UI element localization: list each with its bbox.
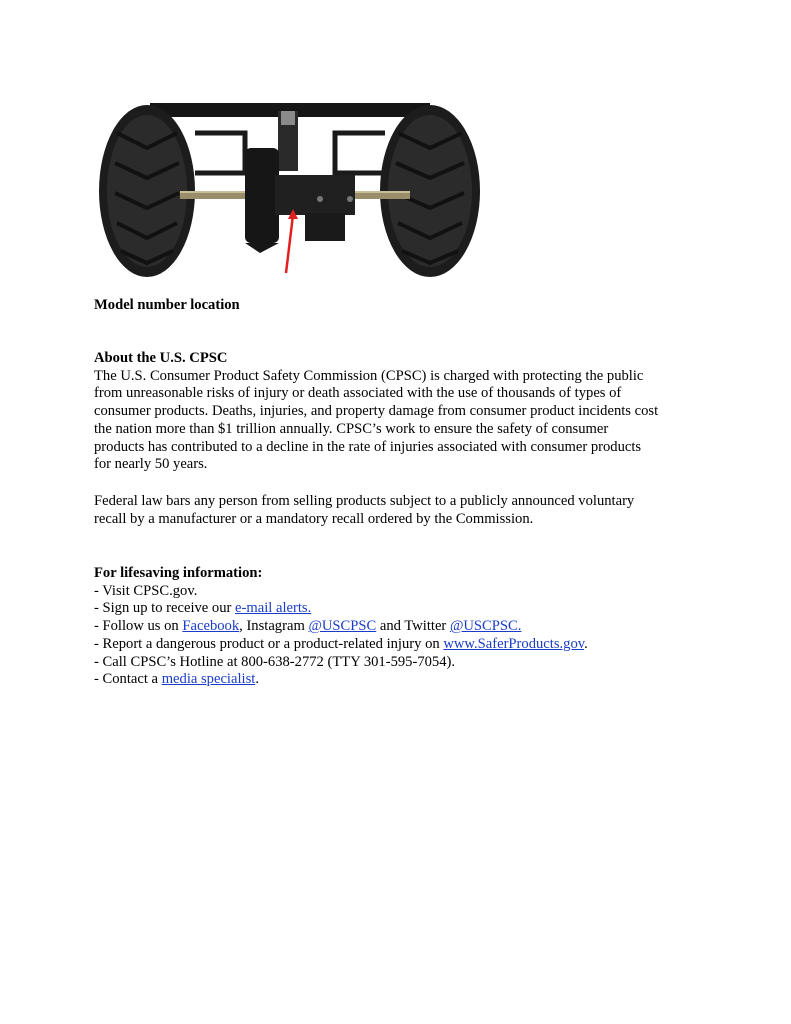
about-line-3: consumer products. Deaths, injuries, and property damage from consumer product incidents cost (94, 403, 659, 420)
about-line-4: the nation more than $1 trillion annually. CPSC’s work to ensure the safety of consumer (94, 420, 609, 437)
law-line-1: Federal law bars any person from selling products subject to a publicly announced voluntary (94, 493, 635, 509)
law-line-2: recall by a manufacturer or a mandatory recall ordered by the Commission. (94, 510, 534, 527)
list-item-visit: - Visit CPSC.gov. (94, 582, 198, 599)
list-item-hotline: - Call CPSC’s Hotline at 800-638-2772 (TTY 301-595-7054). (94, 653, 456, 670)
list-item-text: . (255, 671, 259, 688)
list-item-media (94, 671, 714, 689)
instagram-link[interactable]: @USCPSC (308, 618, 377, 635)
about-heading: About the U.S. CPSC (94, 350, 228, 366)
about-line-1: The U.S. Consumer Product Safety Commission (CPSC) is charged with protecting the public (94, 367, 644, 384)
list-item-text: and Twitter (376, 618, 450, 635)
twitter-link[interactable]: @USCPSC. (449, 618, 522, 635)
image-caption: Model number location (94, 297, 240, 313)
about-line-2: from unreasonable risks of injury or death associated with the use of thousands of types of (94, 385, 622, 402)
lifesaving-heading: For lifesaving information: (94, 565, 263, 581)
list-item-text: - Sign up to receive our (94, 600, 236, 617)
list-item-text: , Instagram (239, 618, 309, 635)
list-item-email-alerts (94, 600, 714, 618)
list-item-text: - Follow us on (94, 618, 183, 635)
about-line-5: products has contributed to a decline in the rate of injuries associated with consumer products (94, 438, 642, 455)
email-alerts-link[interactable]: e-mail alerts. (235, 600, 312, 617)
list-item-text: . (584, 635, 588, 652)
list-item-social (94, 618, 714, 636)
list-item-text: - Contact a (94, 671, 162, 688)
facebook-link[interactable]: Facebook (182, 618, 240, 635)
law-paragraph (94, 493, 714, 528)
lifesaving-section (94, 565, 714, 689)
atv-rear-photo (95, 103, 488, 279)
about-line-6: for nearly 50 years. (94, 456, 208, 473)
list-item-text: - Report a dangerous product or a product-related injury on (94, 635, 444, 652)
list-item-report (94, 636, 714, 654)
saferproducts-link[interactable]: www.SaferProducts.gov (443, 635, 585, 652)
about-section (94, 350, 714, 474)
media-specialist-link[interactable]: media specialist (161, 671, 256, 688)
